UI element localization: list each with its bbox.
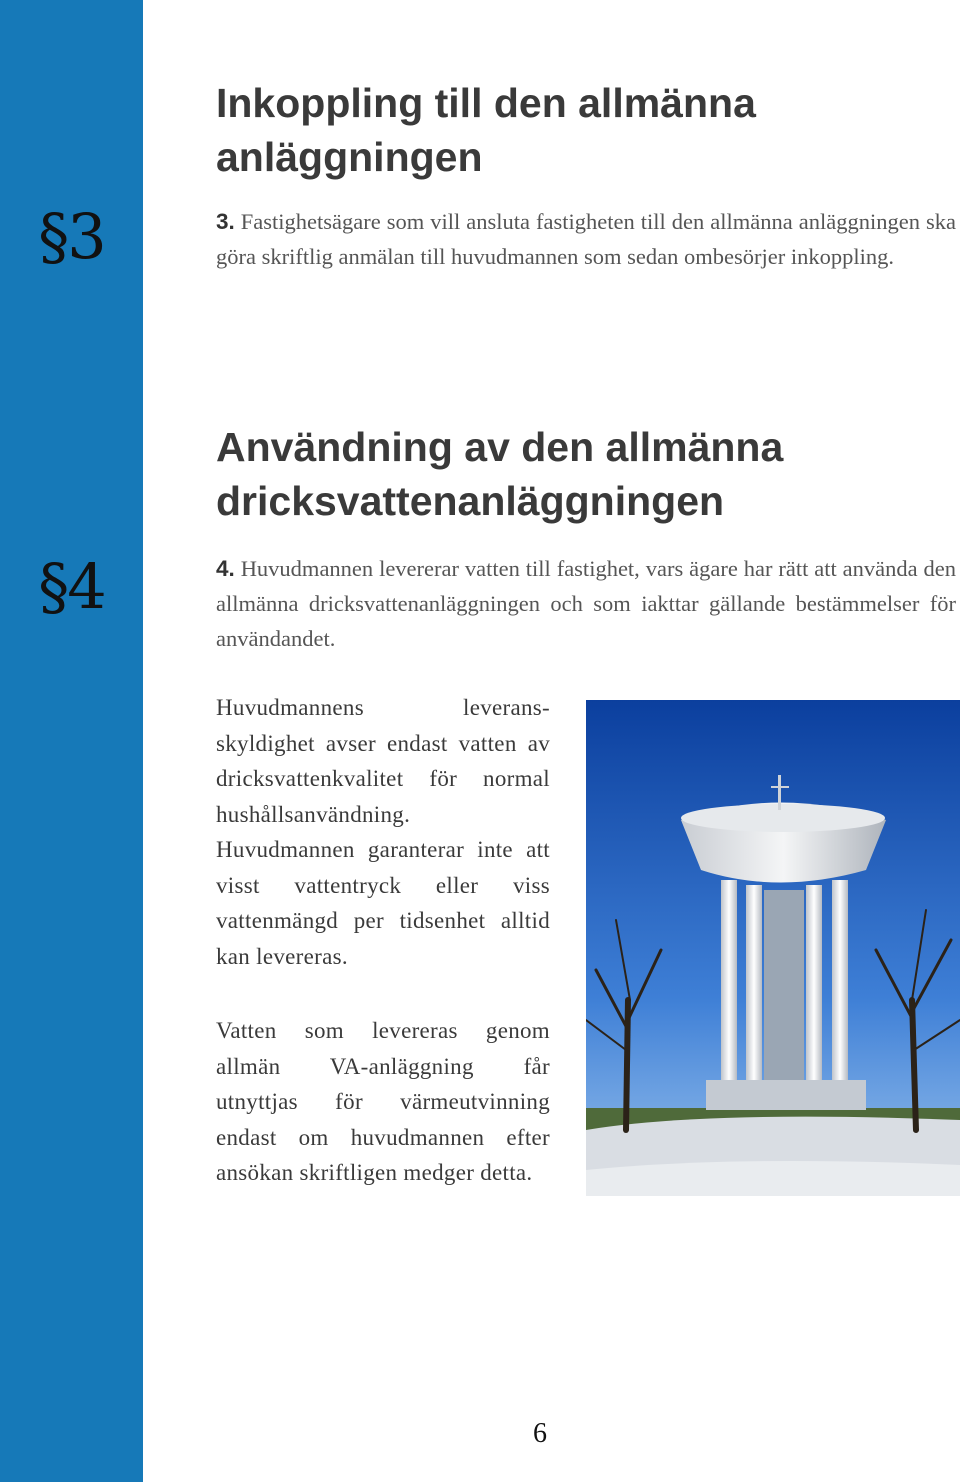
water-tower-photo — [586, 700, 960, 1196]
section-3-number: 3. — [216, 209, 235, 234]
page-number: 6 — [533, 1418, 547, 1449]
section-3-text: Fastighetsägare som vill ansluta fastigheten till den allmänna anläggningen ska göra skriftlig anmälan till huvudmannen som sedan ombesörjer inkoppling. — [216, 209, 956, 269]
section-4-number: 4. — [216, 556, 235, 581]
section-4-paragraph — [216, 551, 956, 656]
delivery-obligation-paragraph: Huvudmannens leverans-skyldighet avser endast vatten av dricksvattenkvalitet för normal hushållsanvändning. Huvudmannen garanterar inte att visst vattentryck eller viss vattenmängd per tidsenhet alltid kan levereras. — [216, 695, 550, 969]
section-4-heading: Användning av den allmänna dricksvattenanläggningen — [216, 424, 784, 524]
heat-extraction-paragraph: Vatten som levereras genom allmän VA-anläggning får utnyttjas för värmeutvinning endast om huvudmannen efter ansökan skriftligen medger detta. — [216, 1018, 550, 1185]
section-4-text: Huvudmannen levererar vatten till fastighet, vars ägare har rätt att använda den allmänna dricksvattenanläggningen och som iakttar gällande bestämmelser för användandet. — [216, 556, 956, 651]
section-4-symbol: §4 — [38, 550, 105, 623]
section-3-paragraph — [216, 204, 956, 274]
section-3-heading: Inkoppling till den allmänna anläggningen — [216, 80, 756, 180]
section-3-symbol: §3 — [38, 200, 105, 273]
